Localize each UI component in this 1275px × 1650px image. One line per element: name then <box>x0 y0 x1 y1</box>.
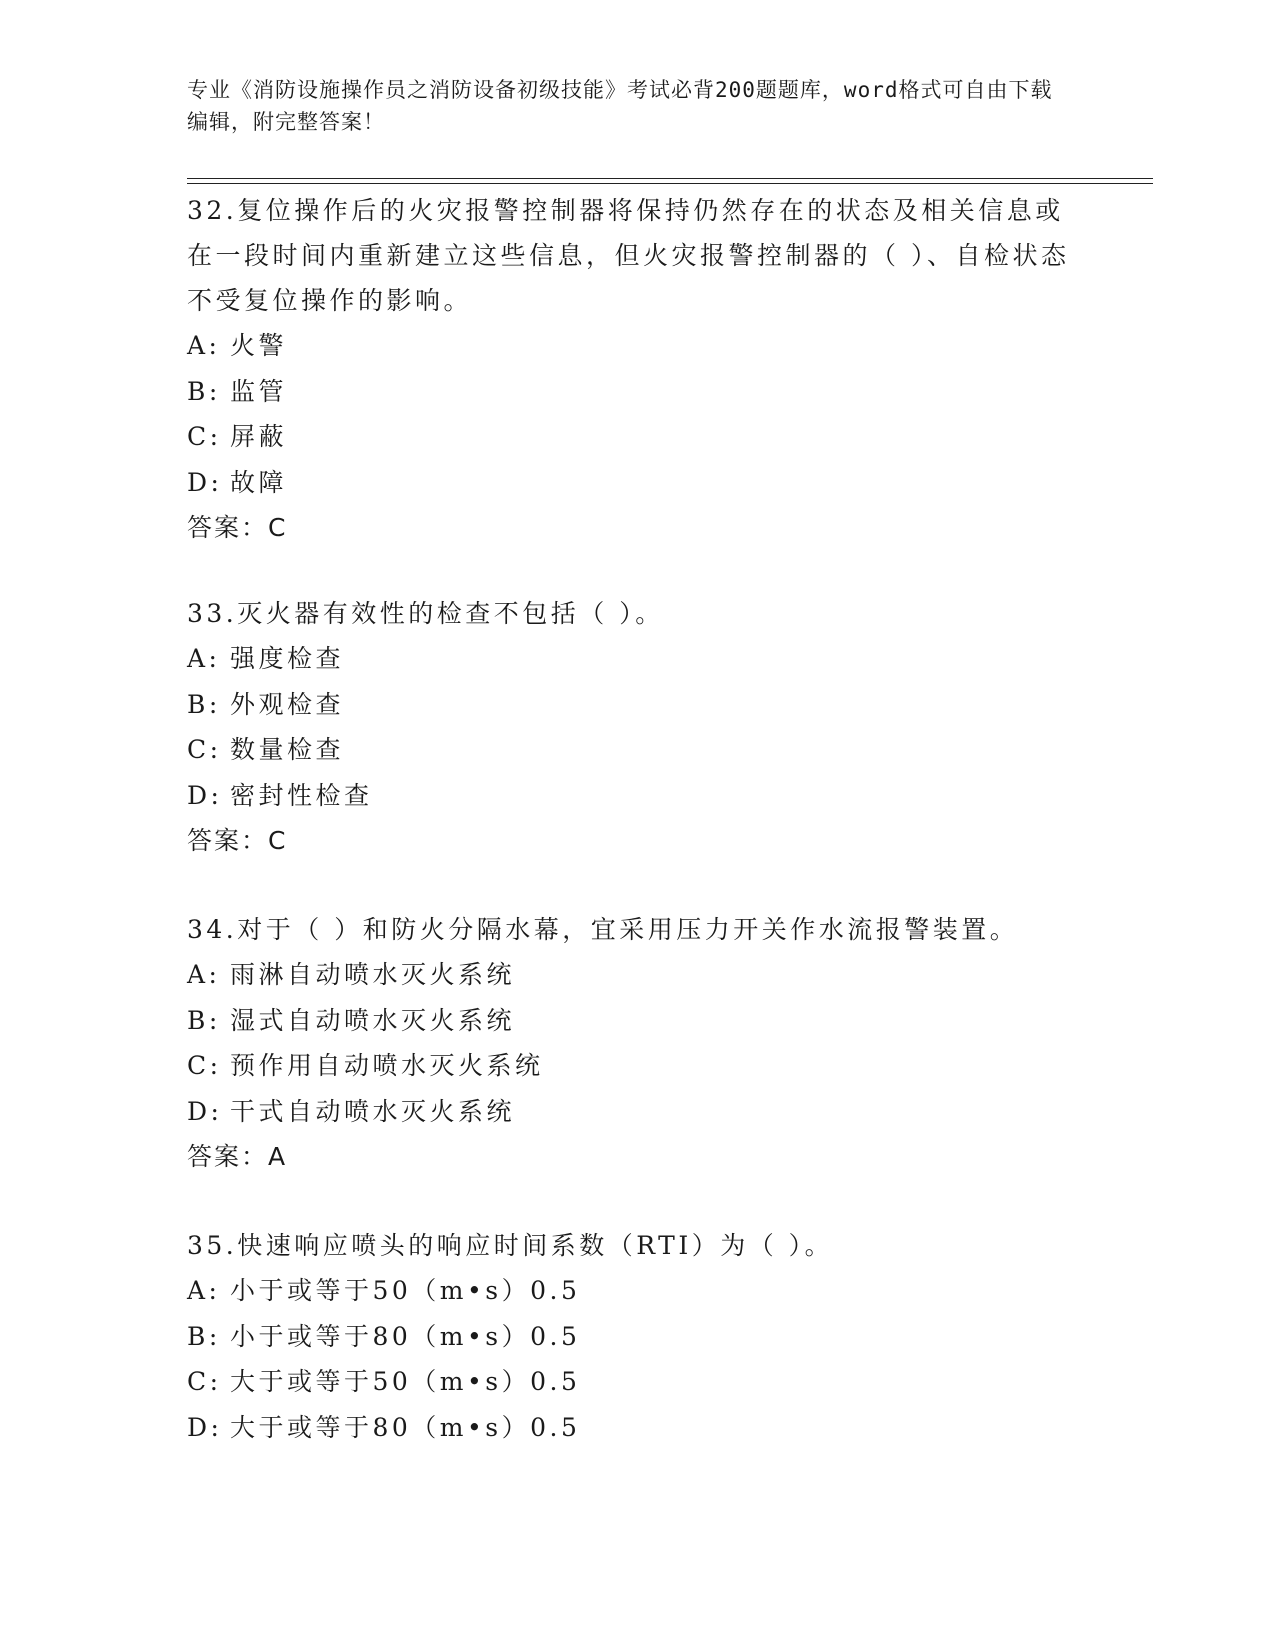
option-text: 火警 <box>230 331 288 360</box>
header-divider-bottom <box>187 183 1153 184</box>
option-text: 大于或等于50（m•s）0.5 <box>230 1367 581 1396</box>
option-text: 外观检查 <box>230 689 345 719</box>
option-letter: C: <box>187 735 222 764</box>
option-d <box>187 460 1087 506</box>
option-letter: A: <box>187 644 221 673</box>
option-letter: D: <box>187 780 223 810</box>
answer: 答案：C <box>187 826 288 855</box>
option-a <box>187 1268 1087 1314</box>
option-text: 雨淋自动喷水灭火系统 <box>230 960 516 989</box>
option-letter: B: <box>187 1005 221 1035</box>
option-letter: B: <box>187 1321 221 1351</box>
option-letter: C: <box>187 1367 222 1396</box>
option-text: 湿式自动喷水灭火系统 <box>230 1005 516 1035</box>
option-d <box>187 773 1087 819</box>
option-letter: D: <box>187 467 223 497</box>
option-c <box>187 414 1087 460</box>
question-35 <box>187 1223 1087 1450</box>
option-letter: C: <box>187 422 222 451</box>
answer: 答案：C <box>187 513 288 542</box>
option-letter: B: <box>187 376 221 406</box>
option-text: 大于或等于80（m•s）0.5 <box>230 1412 581 1442</box>
document-header: 专业《消防设施操作员之消防设备初级技能》考试必背200题题库，word格式可自由下载编辑，附完整答案！ <box>187 78 1053 134</box>
option-text: 监管 <box>230 376 288 406</box>
option-b <box>187 369 1087 415</box>
option-text: 数量检查 <box>230 735 345 764</box>
option-text: 预作用自动喷水灭火系统 <box>230 1051 544 1080</box>
option-b <box>187 682 1087 728</box>
question-34 <box>187 907 1087 1179</box>
question-text: 33.灭火器有效性的检查不包括（ ）。 <box>187 599 664 628</box>
option-a <box>187 323 1087 369</box>
question-33 <box>187 591 1087 863</box>
option-letter: A: <box>187 1276 221 1305</box>
option-letter: B: <box>187 689 221 719</box>
option-a <box>187 636 1087 682</box>
answer: 答案：A <box>187 1142 288 1171</box>
option-c <box>187 1043 1087 1089</box>
option-letter: D: <box>187 1412 223 1442</box>
option-letter: D: <box>187 1096 223 1126</box>
option-text: 强度检查 <box>230 644 345 673</box>
option-c <box>187 727 1087 773</box>
option-text: 干式自动喷水灭火系统 <box>230 1096 516 1126</box>
option-d <box>187 1089 1087 1135</box>
header-divider-top <box>187 178 1153 179</box>
question-text: 35.快速响应喷头的响应时间系数（RTI）为（ ）。 <box>187 1231 834 1260</box>
question-32 <box>187 188 1087 550</box>
option-b <box>187 998 1087 1044</box>
option-a <box>187 952 1087 998</box>
option-d <box>187 1405 1087 1451</box>
option-text: 小于或等于80（m•s）0.5 <box>230 1321 581 1351</box>
option-letter: C: <box>187 1051 222 1080</box>
option-b <box>187 1314 1087 1360</box>
question-text: 34.对于（ ）和防火分隔水幕，宜采用压力开关作水流报警装置。 <box>187 915 1019 944</box>
option-c <box>187 1359 1087 1405</box>
question-text: 32.复位操作后的火灾报警控制器将保持仍然存在的状态及相关信息或在一段时间内重新建立这些信息，但火灾报警控制器的（ ）、自检状态不受复位操作的影响。 <box>187 196 1070 315</box>
option-text: 小于或等于50（m•s）0.5 <box>230 1276 581 1305</box>
option-text: 屏蔽 <box>230 422 288 451</box>
option-letter: A: <box>187 960 221 989</box>
option-letter: A: <box>187 331 221 360</box>
option-text: 故障 <box>230 467 288 497</box>
option-text: 密封性检查 <box>230 780 373 810</box>
